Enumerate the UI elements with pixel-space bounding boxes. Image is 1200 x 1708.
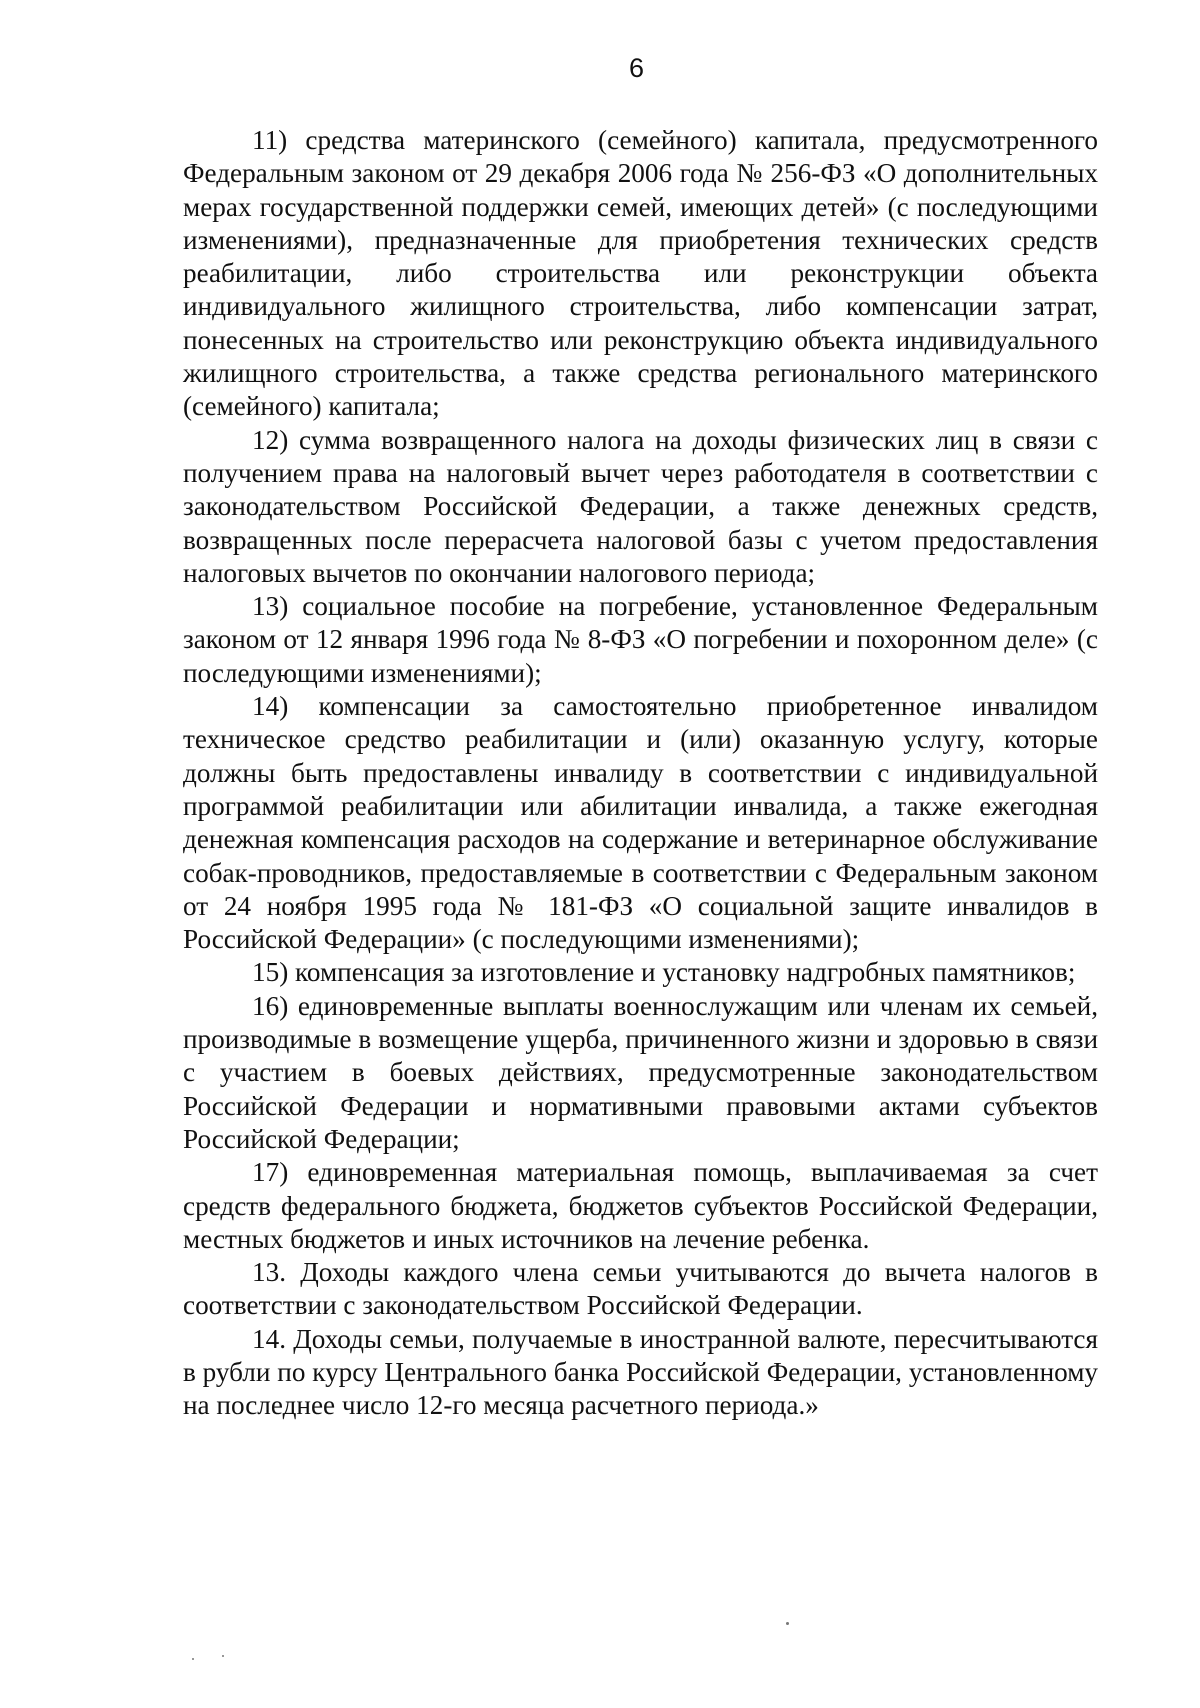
paragraph-item-15: 15) компенсация за изготовление и установку надгробных памятников; xyxy=(252,957,1076,988)
document-body xyxy=(183,124,1098,1423)
scan-speck xyxy=(192,1658,194,1660)
paragraph-item-14: 14) компенсации за самостоятельно приобретенное инвалидом техническое средство реабилитации и (или) оказанную услугу, которые должны быть предоставлены инвалиду в соответствии с индивидуальной программой реабилитации или абилитации инвалида, а также ежегодная денежная компенсация расходов на содержание и ветеринарное обслуживание собак-проводников, предоставляемые в соответствии с Федеральным законом от 24 ноября 1995 года № 181-ФЗ «О социальной защите инвалидов в Российской Федерации» (с последующими изменениями); xyxy=(183,691,1098,955)
paragraph-item-11: 11) средства материнского (семейного) капитала, предусмотренного Федеральным законом от 29 декабря 2006 года № 256-ФЗ «О дополнительных мерах государственной поддержки семей, имеющих детей» (с последующими изменениями), предназначенные для приобретения технических средств реабилитации, либо строительства или реконструкции объекта индивидуального жилищного строительства, либо компенсации затрат, понесенных на строительство или реконструкцию объекта индивидуального жилищного строительства, а также средства регионального материнского (семейного) капитала; xyxy=(183,125,1098,422)
paragraph-point-14: 14. Доходы семьи, получаемые в иностранной валюте, пересчитываются в рубли по курсу Центрального банка Российской Федерации, установленному на последнее число 12-го месяца расчетного периода.» xyxy=(183,1323,1098,1421)
page-number: 6 xyxy=(628,53,645,83)
paragraph-item-13: 13) социальное пособие на погребение, установленное Федеральным законом от 12 января 1996 года № 8-ФЗ «О погребении и похоронном деле» (с последующими изменениями); xyxy=(183,591,1098,688)
scan-speck xyxy=(222,1655,224,1657)
paragraph-point-13: 13. Доходы каждого члена семьи учитываются до вычета налогов в соответствии с законодательством Российской Федерации. xyxy=(183,1257,1098,1321)
paragraph-item-16: 16) единовременные выплаты военнослужащим или членам их семьей, производимые в возмещение ущерба, причиненного жизни и здоровью в связи с участием в боевых действиях, предусмотренные законодательством Российской Федерации и нормативными правовыми актами субъектов Российской Федерации; xyxy=(183,990,1098,1154)
paragraph-item-17: 17) единовременная материальная помощь, выплачиваемая за счет средств федерального бюджета, бюджетов субъектов Российской Федерации, местных бюджетов и иных источников на лечение ребенка. xyxy=(183,1157,1098,1254)
scan-speck xyxy=(786,1622,789,1625)
paragraph-item-12: 12) сумма возвращенного налога на доходы физических лиц в связи с получением права на налоговый вычет через работодателя в соответствии с законодательством Российской Федерации, а также денежных средств, возвращенных после перерасчета налоговой базы с учетом предоставления налоговых вычетов по окончании налогового периода; xyxy=(183,424,1098,588)
